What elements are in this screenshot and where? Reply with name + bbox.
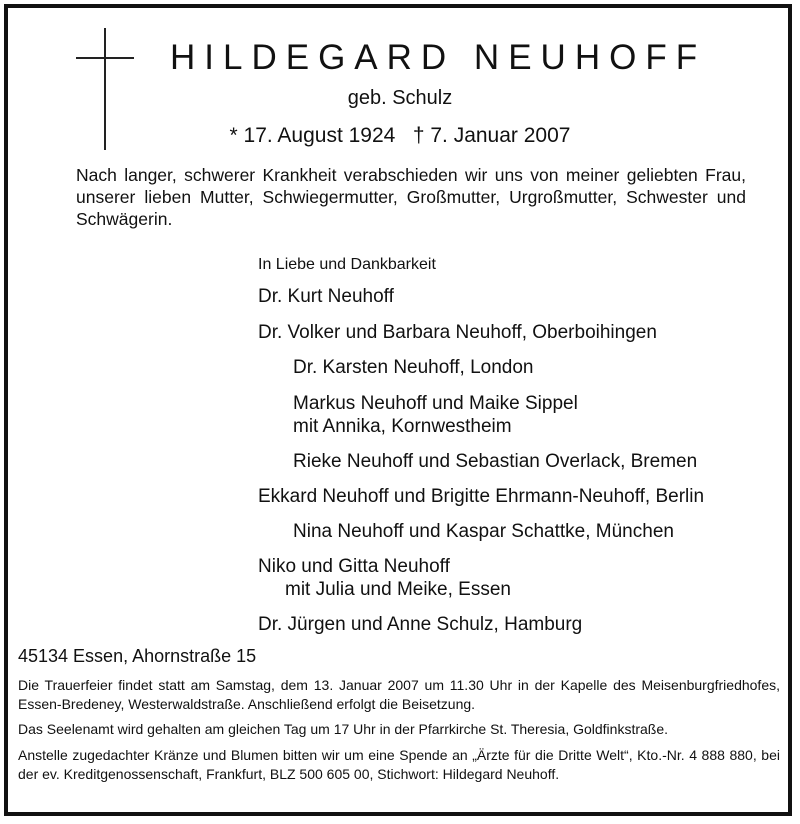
requiem-info: Das Seelenamt wird gehalten am gleichen Tag um 17 Uhr in der Pfarrkirche St. Theresia, Goldfinkstraße. [18, 721, 669, 737]
mourner-line: Dr. Karsten Neuhoff, London [293, 357, 534, 378]
mourner-line: Markus Neuhoff und Maike Sippel [293, 393, 578, 414]
mourner-line: mit Annika, Kornwestheim [293, 416, 512, 437]
cross-horizontal-bar [76, 57, 134, 59]
mourner-line: Dr. Volker und Barbara Neuhoff, Oberboihingen [258, 322, 657, 343]
mourner-line: Rieke Neuhoff und Sebastian Overlack, Bremen [293, 451, 698, 472]
maiden-name: geb. Schulz [347, 87, 453, 109]
deceased-name: HILDEGARD NEUHOFF [170, 38, 707, 77]
mourner-line: Dr. Jürgen und Anne Schulz, Hamburg [258, 614, 583, 635]
family-address: 45134 Essen, Ahornstraße 15 [18, 646, 257, 666]
intro-text: Nach langer, schwerer Krankheit verabschieden wir uns von meiner geliebten Frau, unserer lieben Mutter, Schwiegermutter, Großmutter, Urgroßmutter, Schwester und Schwägerin. [76, 165, 746, 229]
mourner-line: Nina Neuhoff und Kaspar Schattke, München [293, 521, 674, 542]
life-dates: * 17. August 1924 † 7. Januar 2007 [229, 124, 571, 147]
closing-phrase: In Liebe und Dankbarkeit [258, 256, 436, 273]
mourner-line: mit Julia und Meike, Essen [285, 579, 511, 600]
funeral-info: Die Trauerfeier findet statt am Samstag, dem 13. Januar 2007 um 11.30 Uhr in der Kapelle des Meisenburgfriedhofes, Essen-Bredeney, Westerwaldstraße. Anschließend erfolgt die Beisetzung. [18, 677, 780, 712]
mourner-line: Ekkard Neuhoff und Brigitte Ehrmann-Neuhoff, Berlin [258, 486, 705, 507]
mourner-line: Dr. Kurt Neuhoff [258, 286, 394, 307]
donation-info: Anstelle zugedachter Kränze und Blumen bitten wir um eine Spende an „Ärzte für die Dritte Welt“, Kto.-Nr. 4 888 880, bei der ev. Kreditgenossenschaft, Frankfurt, BLZ 500 605 00, Stichwort: Hildegard Neuhoff. [18, 747, 780, 782]
mourner-line: Niko und Gitta Neuhoff [258, 556, 450, 577]
